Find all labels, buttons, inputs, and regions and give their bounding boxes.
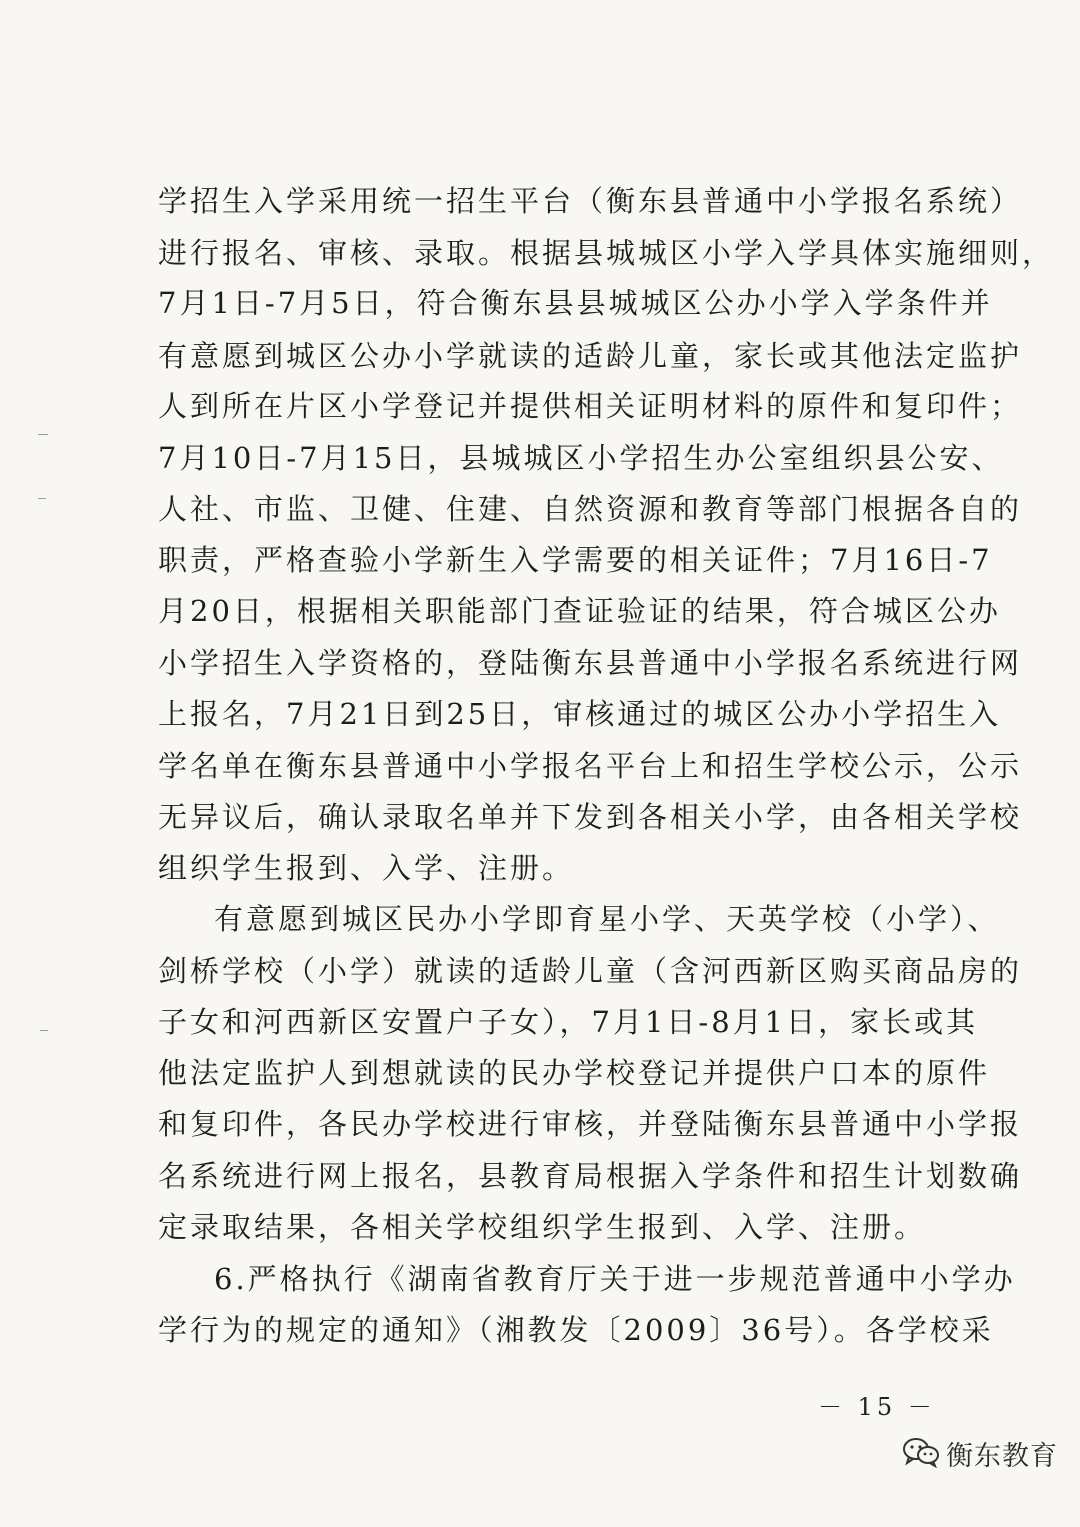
- wechat-icon: [902, 1436, 940, 1472]
- watermark: [902, 1434, 1058, 1473]
- text-line: 学招生入学采用统一招生平台（衡东县普通中小学报名系统）: [158, 184, 1023, 218]
- text-line: 学名单在衡东县普通中小学报名平台上和招生学校公示，公示: [158, 749, 1023, 783]
- text-line: 定录取结果，各相关学校组织学生报到、入学、注册。: [158, 1210, 927, 1244]
- text-line: 子女和河西新区安置户子女），7月1日-8月1日，家长或其: [158, 1005, 979, 1039]
- text-line: 名系统进行网上报名，县教育局根据入学条件和招生计划数确: [158, 1159, 1023, 1193]
- text-line: 7月1日-7月5日，符合衡东县县城城区公办小学入学条件并: [158, 286, 993, 320]
- text-line: 上报名，7月21日到25日，审核通过的城区公办小学招生入: [158, 697, 1002, 731]
- text-line: 组织学生报到、入学、注册。: [158, 851, 575, 885]
- text-line: 月20日，根据相关职能部门查证验证的结果，符合城区公办: [158, 594, 1001, 628]
- text-line: 职责，严格查验小学新生入学需要的相关证件；7月16日-7: [158, 543, 993, 577]
- text-line: 剑桥学校（小学）就读的适龄儿童（含河西新区购买商品房的: [158, 954, 1023, 988]
- text-line: 无异议后，确认录取名单并下发到各相关小学，由各相关学校: [158, 800, 1023, 834]
- scan-mark: [40, 1030, 48, 1031]
- watermark-text: 衡东教育: [946, 1441, 1058, 1472]
- page-number: － 15 －: [818, 1393, 936, 1421]
- text-line: 有意愿到城区公办小学就读的适龄儿童，家长或其他法定监护: [158, 339, 1023, 373]
- text-line: 6.严格执行《湖南省教育厅关于进一步规范普通中小学办: [214, 1262, 1016, 1296]
- text-line: 有意愿到城区民办小学即育星小学、天英学校（小学）、: [214, 902, 1000, 936]
- text-line: 人社、市监、卫健、住建、自然资源和教育等部门根据各自的: [158, 492, 1023, 526]
- scan-mark: [38, 498, 46, 499]
- text-line: 进行报名、审核、录取。根据县城城区小学入学具体实施细则，: [158, 236, 1055, 270]
- scan-mark: [38, 434, 48, 435]
- text-line: 他法定监护人到想就读的民办学校登记并提供户口本的原件: [158, 1056, 991, 1090]
- text-line: 小学招生入学资格的，登陆衡东县普通中小学报名系统进行网: [158, 646, 1023, 680]
- text-line: 人到所在片区小学登记并提供相关证明材料的原件和复印件；: [158, 389, 1023, 423]
- text-line: 7月10日-7月15日，县城城区小学招生办公室组织县公安、: [158, 441, 1004, 475]
- text-line: 学行为的规定的通知》（湘教发〔2009〕36号）。各学校采: [158, 1313, 994, 1347]
- text-line: 和复印件，各民办学校进行审核，并登陆衡东县普通中小学报: [158, 1107, 1023, 1141]
